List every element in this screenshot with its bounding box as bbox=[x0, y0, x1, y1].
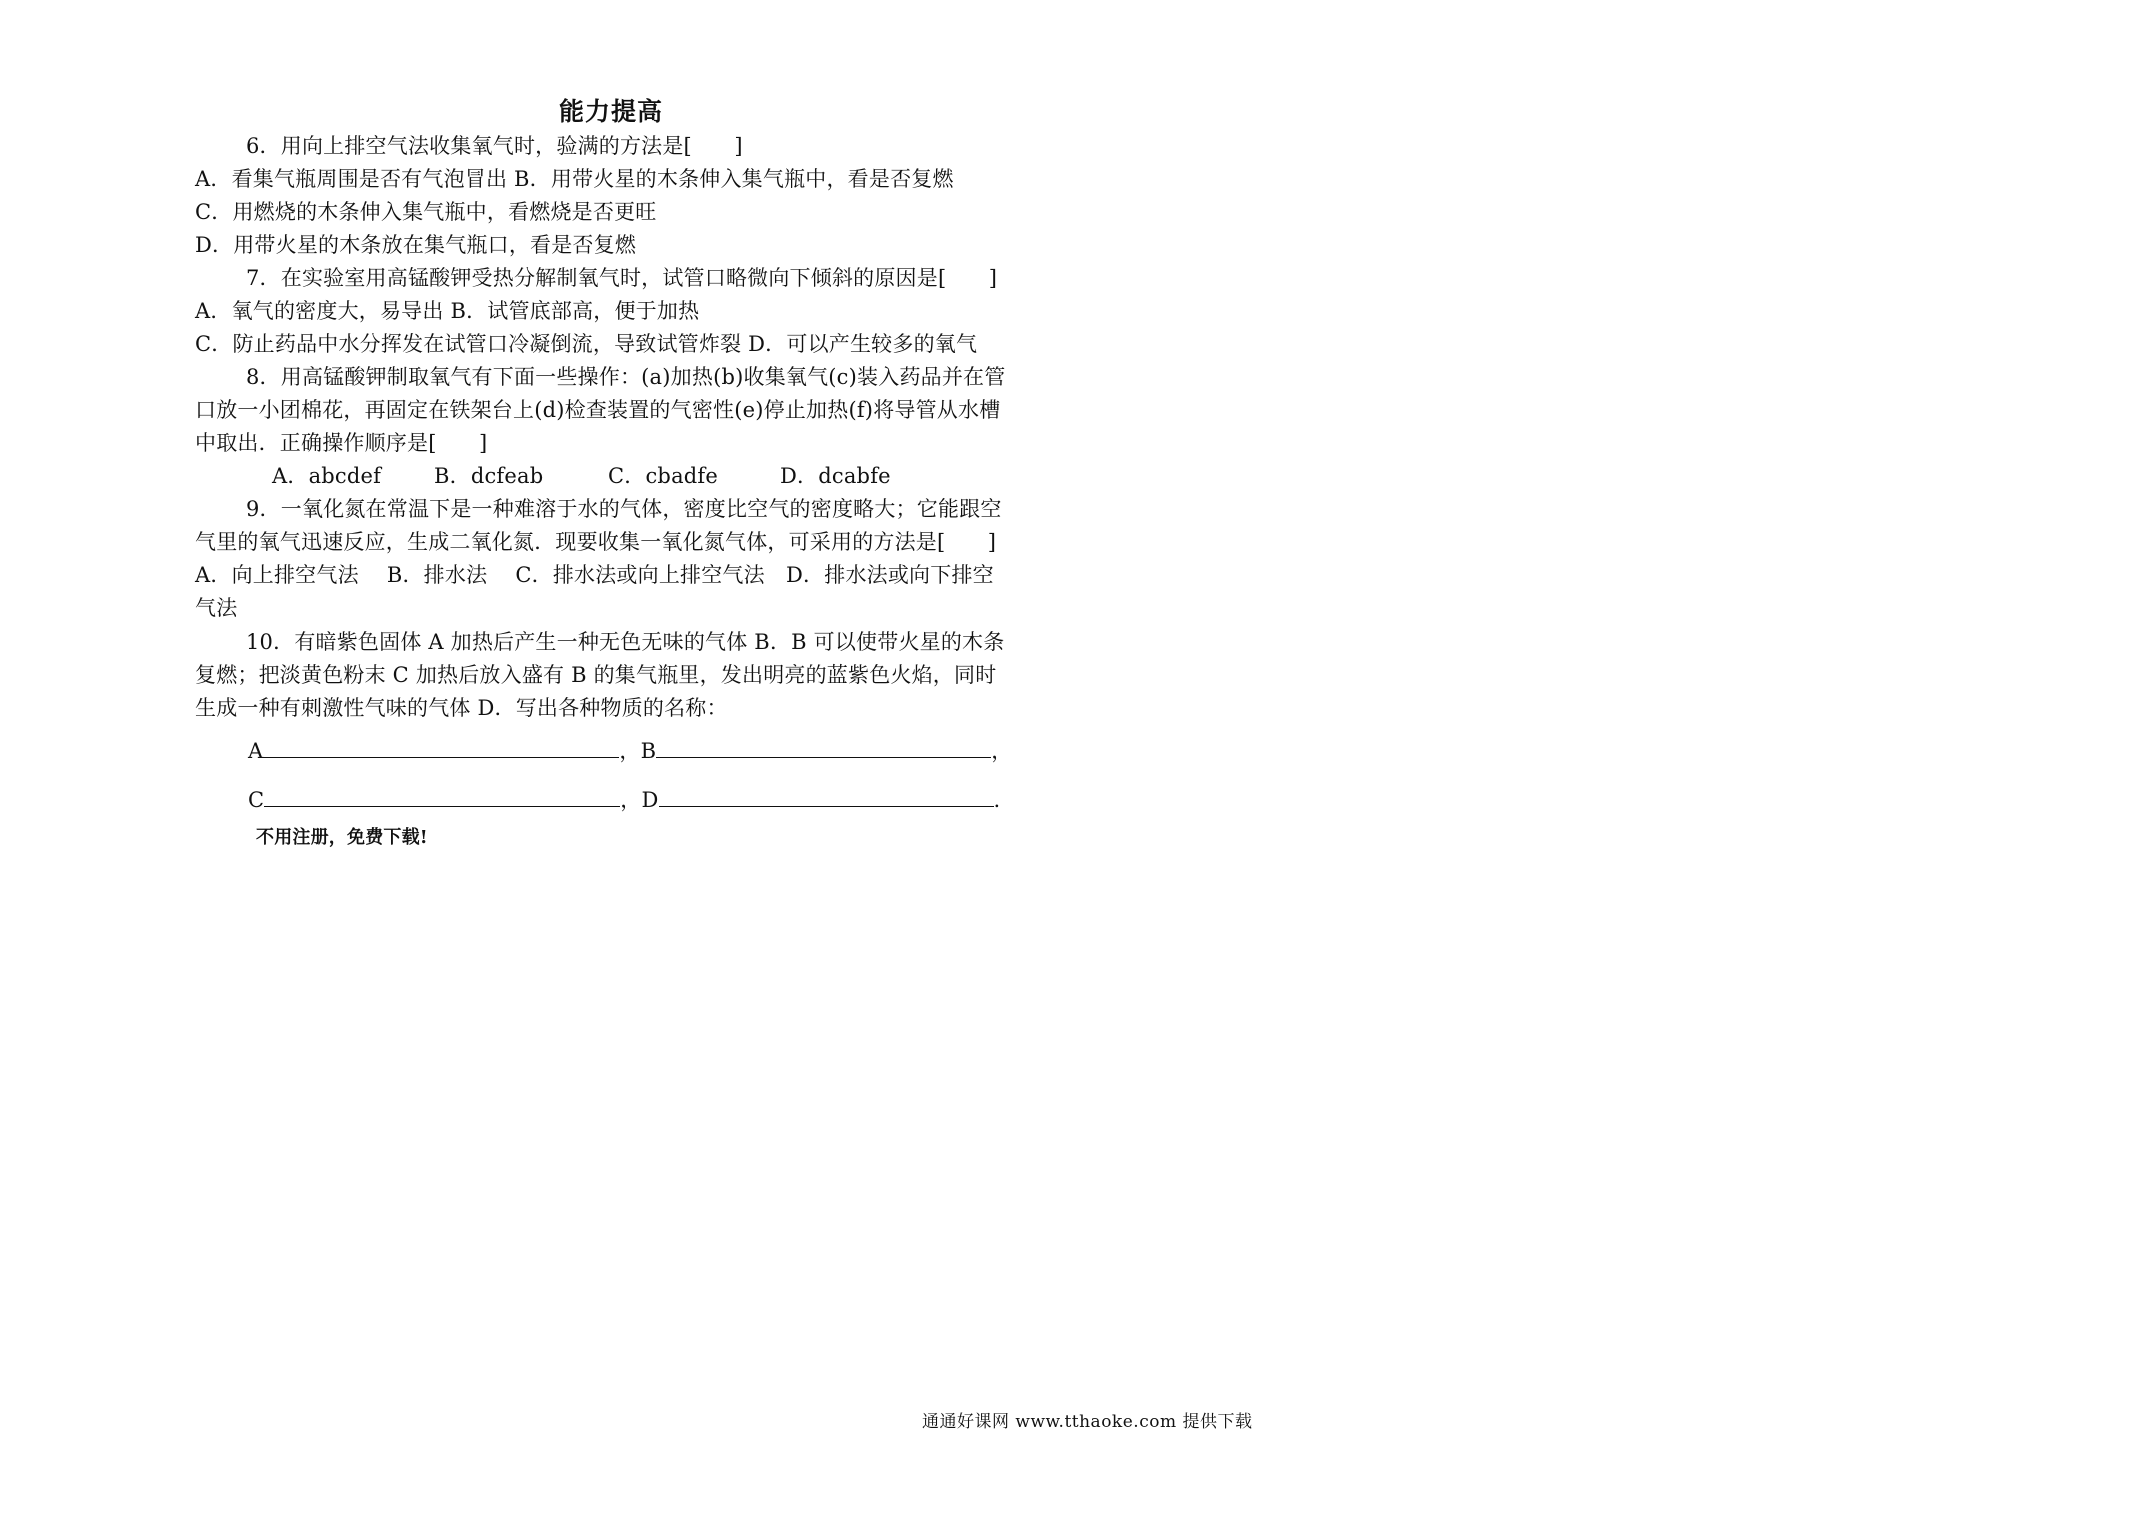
q6-option-c: C．用燃烧的木条伸入集气瓶中，看燃烧是否更旺 bbox=[195, 200, 657, 224]
q9-stem-line1: 9．一氧化氮在常温下是一种难溶于水的气体，密度比空气的密度略大；它能跟空 bbox=[246, 497, 1002, 521]
q7-stem: 7．在实验室用高锰酸钾受热分解制氧气时，试管口略微向下倾斜的原因是[ ] bbox=[246, 266, 998, 290]
answer-row-ab bbox=[248, 738, 1012, 763]
q8-option-b: B．dcfeab bbox=[434, 464, 544, 488]
q7-options-ab: A．氧气的密度大，易导出 B．试管底部高，便于加热 bbox=[195, 299, 700, 323]
section-title: 能力提高 bbox=[559, 97, 664, 126]
q6-option-d: D．用带火星的木条放在集气瓶口，看是否复燃 bbox=[195, 233, 637, 257]
page-footer: 通通好课网 www.tthaoke.com 提供下载 bbox=[922, 1412, 1253, 1432]
answer-separator: ， bbox=[620, 788, 642, 812]
answer-blank-b[interactable] bbox=[656, 738, 991, 758]
q8-option-c: C．cbadfe bbox=[608, 464, 719, 488]
answer-blank-c[interactable] bbox=[264, 787, 620, 807]
answer-row-cd bbox=[248, 787, 1000, 812]
q7-options-cd: C．防止药品中水分挥发在试管口冷凝倒流，导致试管炸裂 D．可以产生较多的氧气 bbox=[195, 332, 978, 356]
answer-label-b: B bbox=[640, 739, 657, 763]
q10-stem-line3: 生成一种有刺激性气味的气体 D．写出各种物质的名称： bbox=[195, 696, 728, 720]
free-download-note: 不用注册，免费下载! bbox=[256, 827, 428, 848]
answer-separator: ， bbox=[619, 739, 641, 763]
answer-row-end: ， bbox=[991, 739, 1013, 763]
answer-label-c: C bbox=[248, 788, 265, 812]
answer-row-end: . bbox=[993, 788, 1001, 812]
q8-stem-line1: 8．用高锰酸钾制取氧气有下面一些操作：(a)加热(b)收集氧气(c)装入药品并在管 bbox=[246, 365, 1006, 389]
q6-options-ab: A．看集气瓶周围是否有气泡冒出 B．用带火星的木条伸入集气瓶中，看是否复燃 bbox=[195, 167, 954, 191]
q9-options-wrap: 气法 bbox=[195, 596, 238, 620]
q9-options: A．向上排空气法 B．排水法 C．排水法或向上排空气法 D．排水法或向下排空 bbox=[195, 563, 994, 587]
answer-blank-a[interactable] bbox=[263, 738, 619, 758]
q8-stem-line2: 口放一小团棉花，再固定在铁架台上(d)检查装置的气密性(e)停止加热(f)将导管从水槽 bbox=[195, 398, 1001, 422]
q8-option-d: D．dcabfe bbox=[780, 464, 891, 488]
answer-label-a: A bbox=[248, 739, 264, 763]
q6-stem: 6．用向上排空气法收集氧气时，验满的方法是[ ] bbox=[246, 134, 743, 158]
q10-stem-line1: 10．有暗紫色固体 A 加热后产生一种无色无味的气体 B．B 可以使带火星的木条 bbox=[246, 630, 1005, 654]
q8-stem-line3: 中取出．正确操作顺序是[ ] bbox=[195, 431, 488, 455]
q8-option-a: A．abcdef bbox=[272, 464, 382, 488]
answer-label-d: D bbox=[641, 788, 659, 812]
q10-stem-line2: 复燃；把淡黄色粉末 C 加热后放入盛有 B 的集气瓶里，发出明亮的蓝紫色火焰，同时 bbox=[195, 663, 997, 687]
answer-blank-d[interactable] bbox=[659, 787, 994, 807]
q9-stem-line2: 气里的氧气迅速反应，生成二氧化氮．现要收集一氧化氮气体，可采用的方法是[ ] bbox=[195, 530, 997, 554]
